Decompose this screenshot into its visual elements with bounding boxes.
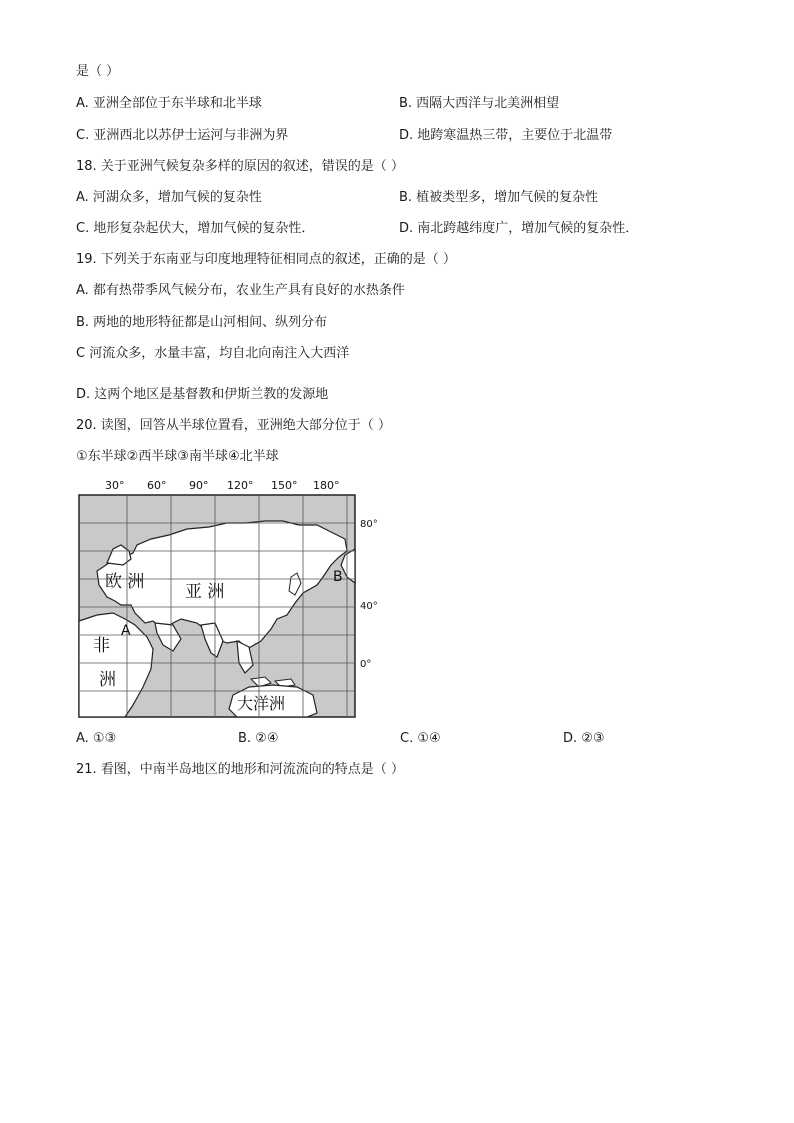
lon-label-150: 150° bbox=[271, 479, 298, 492]
q19-option-c[interactable]: C 河流众多，水量丰富，均自北向南注入大西洋 bbox=[76, 346, 350, 361]
lon-label-120: 120° bbox=[227, 479, 254, 492]
lat-label-80: 80° bbox=[360, 519, 378, 530]
q19-option-a[interactable]: A. 都有热带季风气候分布，农业生产具有良好的水热条件 bbox=[76, 283, 405, 298]
q18-option-b[interactable]: B. 植被类型多，增加气候的复杂性 bbox=[399, 190, 599, 205]
q21-stem: 21. 看图，中南半岛地区的地形和河流流向的特点是（ ） bbox=[76, 762, 404, 777]
q17-option-d[interactable]: D. 地跨寒温热三带，主要位于北温带 bbox=[399, 128, 613, 143]
lon-label-30: 30° bbox=[105, 479, 125, 492]
lon-label-180: 180° bbox=[313, 479, 340, 492]
q20-sub-options: ①东半球②西半球③南半球④北半球 bbox=[76, 449, 279, 464]
label-oceania: 大洋洲 bbox=[237, 694, 286, 713]
q18-option-c[interactable]: C. 地形复杂起伏大，增加气候的复杂性． bbox=[76, 221, 315, 236]
lat-label-0: 0° bbox=[360, 659, 372, 670]
asia-map bbox=[77, 473, 382, 720]
label-africa-2: 洲 bbox=[99, 670, 116, 690]
q20-stem: 20. 读图，回答从半球位置看，亚洲绝大部分位于（ ） bbox=[76, 418, 391, 433]
q20-option-c[interactable]: C. ①④ bbox=[400, 731, 441, 746]
q17-option-c[interactable]: C. 亚洲西北以苏伊士运河与非洲为界 bbox=[76, 128, 289, 143]
q17-option-b[interactable]: B. 西隔大西洋与北美洲相望 bbox=[399, 96, 560, 111]
q19-option-b[interactable]: B. 两地的地形特征都是山河相间、纵列分布 bbox=[76, 315, 328, 330]
label-africa-1: 非 bbox=[93, 636, 110, 656]
q19-option-d[interactable]: D. 这两个地区是基督教和伊斯兰教的发源地 bbox=[76, 387, 329, 402]
q18-option-d[interactable]: D. 南北跨越纬度广，增加气候的复杂性． bbox=[399, 221, 639, 236]
q20-option-d[interactable]: D. ②③ bbox=[563, 731, 605, 746]
q17-stem-tail: 是（ ） bbox=[76, 64, 120, 79]
label-asia: 亚 洲 bbox=[185, 582, 225, 602]
q18-stem: 18. 关于亚洲气候复杂多样的原因的叙述，错误的是（ ） bbox=[76, 159, 404, 174]
label-europe: 欧 洲 bbox=[105, 572, 145, 592]
q17-option-a[interactable]: A. 亚洲全部位于东半球和北半球 bbox=[76, 96, 262, 111]
lon-label-90: 90° bbox=[189, 479, 209, 492]
q19-stem: 19. 下列关于东南亚与印度地理特征相同点的叙述，正确的是（ ） bbox=[76, 252, 456, 267]
q20-option-a[interactable]: A. ①③ bbox=[76, 731, 117, 746]
label-point-b: B bbox=[333, 569, 343, 585]
label-point-a: A bbox=[121, 623, 131, 639]
lon-label-60: 60° bbox=[147, 479, 167, 492]
q20-option-b[interactable]: B. ②④ bbox=[238, 731, 279, 746]
q18-option-a[interactable]: A. 河湖众多，增加气候的复杂性 bbox=[76, 190, 262, 205]
lat-label-40: 40° bbox=[360, 601, 378, 612]
